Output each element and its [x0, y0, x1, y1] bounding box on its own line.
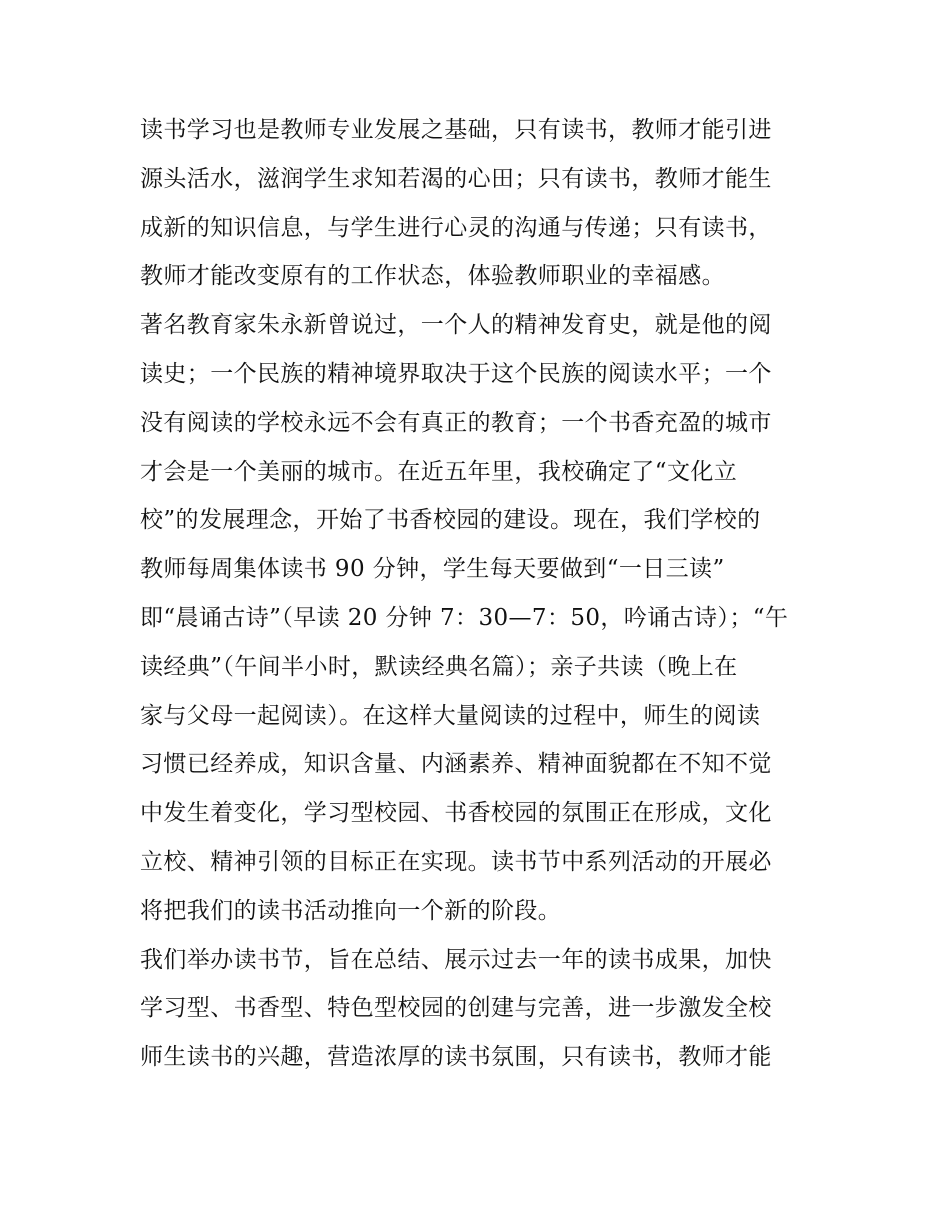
text-line: 我们举办读书节，旨在总结、展示过去一年的读书成果，加快: [140, 946, 772, 973]
text-line: 教师才能改变原有的工作状态，体验教师职业的幸福感。: [140, 263, 725, 290]
text-line: 才会是一个美丽的城市。在近五年里，我校确定了“文化立: [140, 458, 738, 485]
text-line: 师生读书的兴趣，营造浓厚的读书氛围，只有读书，教师才能: [140, 1044, 772, 1071]
text-line: 源头活水，滋润学生求知若渴的心田；只有读书，教师才能生: [140, 165, 772, 192]
text-line: 读经典”（午间半小时，默读经典名篇）；亲子共读（晚上在: [140, 653, 738, 680]
text-line: 家与父母一起阅读）。在这样大量阅读的过程中，师生的阅读: [140, 702, 761, 729]
text-line: 校”的发展理念，开始了书香校园的建设。现在，我们学校的: [140, 507, 761, 534]
text-line: 将把我们的读书活动推向一个新的阶段。: [140, 897, 562, 924]
text-line: 没有阅读的学校永远不会有真正的教育；一个书香充盈的城市: [140, 409, 772, 436]
text-line: 著名教育家朱永新曾说过，一个人的精神发育史，就是他的阅: [140, 312, 772, 339]
text-line: 习惯已经养成，知识含量、内涵素养、精神面貌都在不知不觉: [140, 751, 772, 778]
text-line: 教师每周集体读书 90 分钟，学生每天要做到“一日三读”: [140, 556, 725, 583]
text-line: 即“晨诵古诗”（早读 20 分钟 7：30—7：50，吟诵古诗）；“午: [140, 604, 789, 631]
text-line: 成新的知识信息，与学生进行心灵的沟通与传递；只有读书，: [140, 214, 772, 241]
text-line: 中发生着变化，学习型校园、书香校园的氛围正在形成，文化: [140, 800, 772, 827]
text-line: 读史；一个民族的精神境界取决于这个民族的阅读水平；一个: [140, 360, 772, 387]
body-text: [140, 106, 820, 1082]
text-line: 读书学习也是教师专业发展之基础，只有读书，教师才能引进: [140, 117, 772, 143]
text-line: 学习型、书香型、特色型校园的创建与完善，进一步激发全校: [140, 995, 772, 1022]
text-line: 立校、精神引领的目标正在实现。读书节中系列活动的开展必: [140, 848, 772, 875]
